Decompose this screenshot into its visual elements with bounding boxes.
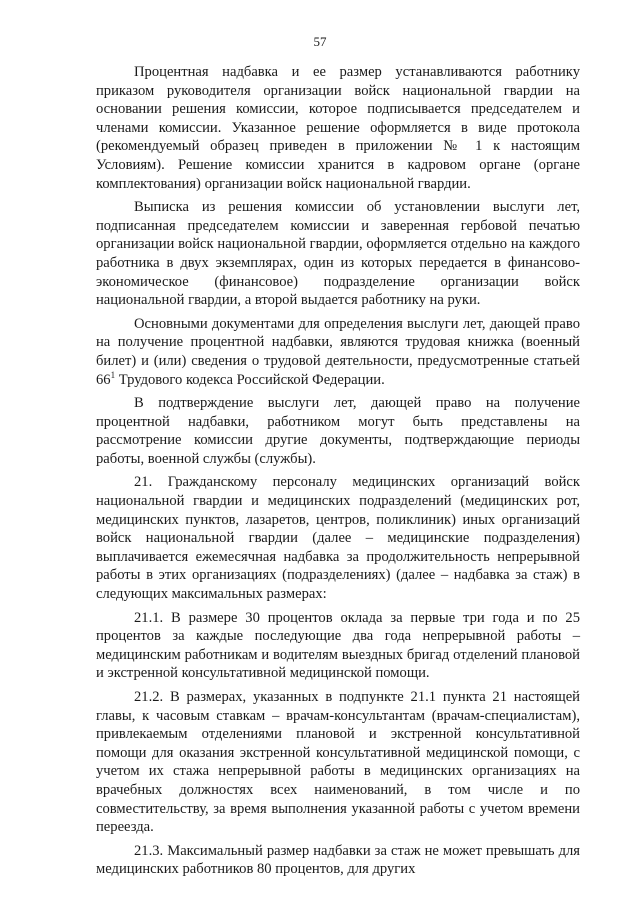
paragraph-21-1: 21.1. В размере 30 процентов оклада за первые три года и по 25 процентов за каждые последующие два года непрерывной работы – медицинским работникам и водителям выездных бригад отделений плановой и экстренной консультативной медицинской помощи.: [96, 609, 580, 682]
paragraph-nadbavka-order: Процентная надбавка и ее размер устанавливаются работнику приказом руководителя организации войск национальной гвардии на основании решения комиссии, которое подписывается председателем и членами комиссии. Указанное решение оформляется в виде протокола (рекомендуемый образец приведен в приложении № 1 к настоящим Условиям). Решение комиссии хранится в кадровом органе (органе комплектования) организации войск национальной гвардии.: [96, 64, 580, 192]
page-body: [96, 63, 580, 879]
paragraph-21: 21. Гражданскому персоналу медицинских организаций войск национальной гвардии и медицинских подразделений (медицинских рот, медицинских пунктов, лазаретов, центров, поликлиник) иных организаций войск национальной гвардии (далее – медицинские подразделения) выплачивается ежемесячная надбавка за продолжительность непрерывной работы в этих организациях (подразделениях) (далее – надбавка за стаж) в следующих максимальных размерах:: [96, 474, 580, 603]
paragraph-vypiska: Выписка из решения комиссии об установлении выслуги лет, подписанная председателем комиссии и заверенная гербовой печатью организации войск национальной гвардии, оформляется отдельно на каждого работника в двух экземплярах, один из которых передается в финансово-экономическое (финансовое) подразделение организации войск национальной гвардии, а второй выдается работнику на руки.: [96, 199, 580, 309]
article-superscript: 1: [110, 369, 116, 380]
paragraph-21-3: 21.3. Максимальный размер надбавки за стаж не может превышать для медицинских работников 80 процентов, для других: [96, 842, 580, 878]
paragraph-documents-tail: Трудового кодекса Российской Федерации.: [115, 371, 385, 388]
paragraph-confirmation: В подтверждение выслуги лет, дающей право на получение процентной надбавки, работником могут быть представлены на рассмотрение комиссии другие документы, подтверждающие периоды работы, военной службы (службы).: [96, 395, 580, 467]
page-number: 57: [313, 34, 327, 49]
paragraph-documents: [96, 315, 580, 389]
paragraph-documents-text: Основными документами для определения выслуги лет, дающей право на получение процентной надбавки, являются трудовая книжка (военный билет) и (или) сведения о трудовой деятельности, предусмотренные статьей 66: [96, 315, 580, 388]
paragraph-21-2: 21.2. В размерах, указанных в подпункте 21.1 пункта 21 настоящей главы, к часовым ставкам – врачам-консультантам (врачам-специалистам), привлекаемым отделениями плановой и экстренной консультативной помощи для оказания экстренной консультативной медицинской помощи, с учетом их стажа непрерывной работы в медицинских организациях на врачебных должностях всех наименований, в том числе и по совместительству, за время выполнения указанной работы с учетом времени переезда.: [96, 689, 580, 836]
